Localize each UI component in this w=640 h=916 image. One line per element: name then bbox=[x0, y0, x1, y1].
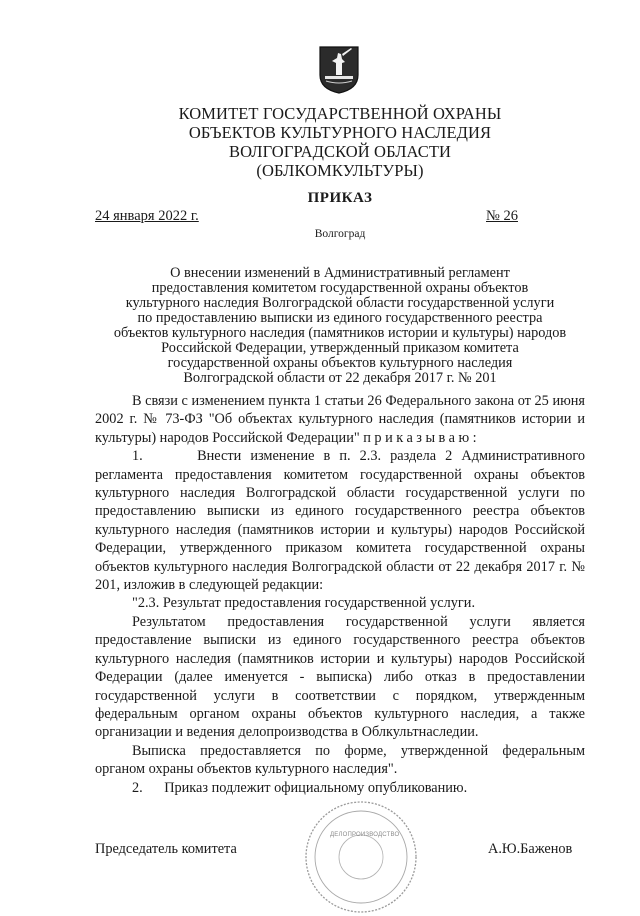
item-1-number: 1. bbox=[132, 448, 143, 465]
order-title: ПРИКАЗ bbox=[307, 190, 373, 206]
item-1-paragraph bbox=[95, 447, 585, 594]
order-number-prefix: № bbox=[486, 208, 504, 224]
subject-line: предоставления комитетом государственной охраны объектов bbox=[151, 280, 529, 296]
order-date: 24 января 2022 г. bbox=[95, 208, 199, 224]
order-number bbox=[486, 208, 518, 225]
quote-heading: "2.3. Результат предоставления государственной услуги. bbox=[132, 595, 476, 612]
stamp-label: ДЕЛОПРОИЗВОДСТВО bbox=[330, 832, 400, 838]
subject-line: О внесении изменений в Административный регламент bbox=[170, 265, 510, 281]
quote-paragraph-1: Результатом предоставления государственной услуги является предоставление выписки из единого государственного реестра объектов культурного наследия (памятников истории и культуры) народов Российской Федерации (далее именуется - выписка) либо отказ в предоставлении государственной услуги в соответствии с порядком, утвержденным федеральным органом охраны объектов культурного наследия, а также организации и ведения делопроизводства в Облкультнаследии. bbox=[95, 613, 585, 741]
subject-line: Волгоградской области от 22 декабря 2017 г. № 201 bbox=[183, 370, 497, 386]
signer-name: А.Ю.Баженов bbox=[488, 841, 573, 857]
subject-line: объектов культурного наследия (памятников истории и культуры) народов bbox=[113, 325, 567, 341]
org-line-2: ОБЪЕКТОВ КУЛЬТУРНОГО НАСЛЕДИЯ bbox=[188, 123, 492, 142]
command-word: приказываю: bbox=[363, 429, 481, 446]
volgograd-coat-of-arms-icon bbox=[318, 45, 360, 95]
item-2-paragraph bbox=[95, 779, 585, 797]
preamble-paragraph bbox=[95, 392, 585, 447]
item-1-text: Внести изменение в п. 2.3. раздела 2 Административного регламента предоставления комитетом государственной охраны объектов культурного наследия Волгоградской области государственной услуги по предоставлению выписки из единого государственного реестра объектов культурного наследия (памятников истории и культуры) народов Российской Федерации, утвержденного приказом комитета государственной охраны объектов культурного наследия Волгоградской области от 22 декабря 2017 г. № 201, изложив в следующей редакции: bbox=[95, 448, 585, 594]
order-number-value: 26 bbox=[503, 208, 518, 224]
subject-line: государственной охраны объектов культурного наследия bbox=[167, 355, 513, 371]
official-stamp-icon bbox=[302, 798, 420, 916]
subject-line: по предоставлению выписки из единого государственного реестра bbox=[137, 310, 543, 326]
item-2-text: Приказ подлежит официальному опубликованию. bbox=[164, 779, 468, 796]
quote-paragraph-2: Выписка предоставляется по форме, утвержденной федеральным органом охраны объектов культурного наследия". bbox=[95, 742, 585, 778]
signer-position: Председатель комитета bbox=[95, 841, 237, 857]
organization-header bbox=[140, 104, 540, 180]
org-line-4: (ОБЛКОМКУЛЬТУРЫ) bbox=[256, 161, 424, 180]
subject-line: культурного наследия Волгоградской области государственной услуги bbox=[125, 295, 555, 311]
item-2-number: 2. bbox=[132, 779, 143, 796]
preamble-text: В связи с изменением пункта 1 статьи 26 Федерального закона от 25 июня 2002 г. № 73-ФЗ "Об объектах культурного наследия (памятников истории и культуры) народов Российской Федерации" bbox=[95, 393, 585, 446]
order-city: Волгоград bbox=[314, 228, 366, 240]
order-subject bbox=[95, 266, 585, 386]
org-line-1: КОМИТЕТ ГОСУДАРСТВЕННОЙ ОХРАНЫ bbox=[178, 104, 502, 123]
org-line-3: ВОЛГОГРАДСКОЙ ОБЛАСТИ bbox=[228, 142, 452, 161]
order-body bbox=[95, 392, 585, 797]
subject-line: Российской Федерации, утвержденный приказом комитета bbox=[161, 340, 519, 356]
